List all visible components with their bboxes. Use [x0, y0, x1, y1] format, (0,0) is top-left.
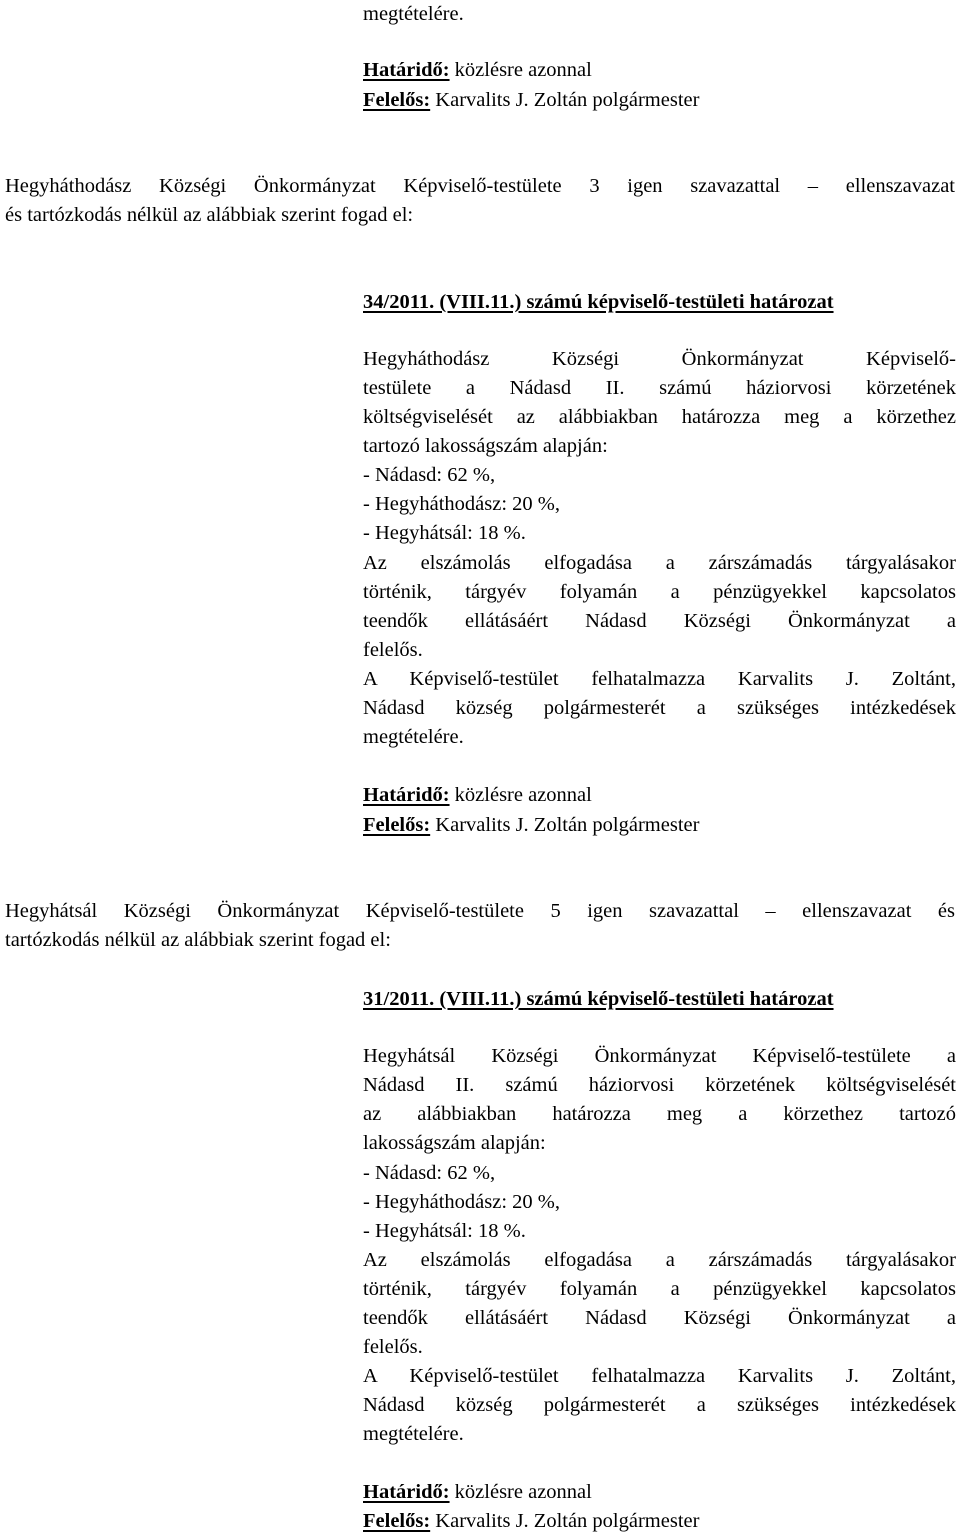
resolution-heading: 34/2011. (VIII.11.) számú képviselő-testületi határozat: [363, 291, 834, 313]
resolution-text-line: megtételére.: [363, 1423, 464, 1445]
resolution-text-line: A Képviselő-testület felhatalmazza Karvalits J. Zoltánt,: [363, 668, 956, 690]
resolution-text-line: Az elszámolás elfogadása a zárszámadás tárgyalásakor: [363, 552, 956, 574]
resolution-text-line: Hegyhátsál Községi Önkormányzat Képviselő-testülete a: [363, 1045, 956, 1067]
resolution-text-line: Nádasd II. számú háziorvosi körzetének költségviselését: [363, 1074, 956, 1096]
intro-paragraph-line: tartózkodás nélkül az alábbiak szerint fogad el:: [5, 929, 391, 951]
continuation-text: megtételére.: [363, 3, 464, 25]
resolution-text-line: Az elszámolás elfogadása a zárszámadás tárgyalásakor: [363, 1249, 956, 1271]
list-item: - Nádasd: 62 %,: [363, 464, 496, 486]
list-item: - Hegyhátsál: 18 %.: [363, 522, 526, 544]
resolution-text-line: felelős.: [363, 1336, 423, 1358]
intro-paragraph-line: Hegyhátsál Községi Önkormányzat Képviselő-testülete 5 igen szavazattal – ellenszavazat és: [5, 900, 955, 922]
resolution-text-line: Hegyháthodász Községi Önkormányzat Képviselő-: [363, 348, 956, 370]
resolution-text-line: Nádasd község polgármesterét a szükséges intézkedések: [363, 697, 956, 719]
resolution-text-line: felelős.: [363, 639, 423, 661]
resolution-text-line: költségviselését az alábbiakban határozza meg a körzethez: [363, 406, 956, 428]
resolution-text-line: testülete a Nádasd II. számú háziorvosi körzetének: [363, 377, 956, 399]
resolution-text-line: tartozó lakosságszám alapján:: [363, 435, 608, 457]
list-item: - Hegyháthodász: 20 %,: [363, 493, 560, 515]
deadline-label: Határidő:: [363, 784, 450, 806]
responsible-line: [363, 86, 699, 115]
intro-paragraph-line: Hegyháthodász Községi Önkormányzat Képviselő-testülete 3 igen szavazattal – ellenszavazat: [5, 175, 955, 197]
deadline-line: [363, 1478, 592, 1507]
list-item: - Nádasd: 62 %,: [363, 1162, 496, 1184]
resolution-text-line: megtételére.: [363, 726, 464, 748]
deadline-value: közlésre azonnal: [449, 59, 592, 81]
resolution-text-line: lakosságszám alapján:: [363, 1132, 546, 1154]
resolution-text-line: teendők ellátásáért Nádasd Községi Önkormányzat a: [363, 610, 956, 632]
deadline-line: [363, 56, 592, 85]
responsible-label: Felelős:: [363, 1510, 431, 1532]
deadline-label: Határidő:: [363, 1481, 450, 1503]
responsible-value: Karvalits J. Zoltán polgármester: [430, 1510, 700, 1532]
resolution-text-line: Nádasd község polgármesterét a szükséges intézkedések: [363, 1394, 956, 1416]
resolution-text-line: történik, tárgyév folyamán a pénzügyekkel kapcsolatos: [363, 581, 956, 603]
intro-paragraph-line: és tartózkodás nélkül az alábbiak szerint fogad el:: [5, 204, 414, 226]
deadline-value: közlésre azonnal: [449, 1481, 592, 1503]
responsible-line: [363, 1507, 699, 1536]
resolution-text-line: az alábbiakban határozza meg a körzethez tartozó: [363, 1103, 956, 1125]
responsible-value: Karvalits J. Zoltán polgármester: [430, 89, 700, 111]
resolution-text-line: A Képviselő-testület felhatalmazza Karvalits J. Zoltánt,: [363, 1365, 956, 1387]
resolution-heading: 31/2011. (VIII.11.) számú képviselő-testületi határozat: [363, 988, 834, 1010]
resolution-text-line: teendők ellátásáért Nádasd Községi Önkormányzat a: [363, 1307, 956, 1329]
responsible-line: [363, 811, 699, 840]
responsible-label: Felelős:: [363, 814, 431, 836]
deadline-line: [363, 781, 592, 810]
list-item: - Hegyháthodász: 20 %,: [363, 1191, 560, 1213]
responsible-label: Felelős:: [363, 89, 431, 111]
list-item: - Hegyhátsál: 18 %.: [363, 1220, 526, 1242]
resolution-text-line: történik, tárgyév folyamán a pénzügyekkel kapcsolatos: [363, 1278, 956, 1300]
deadline-value: közlésre azonnal: [449, 784, 592, 806]
responsible-value: Karvalits J. Zoltán polgármester: [430, 814, 700, 836]
deadline-label: Határidő:: [363, 59, 450, 81]
